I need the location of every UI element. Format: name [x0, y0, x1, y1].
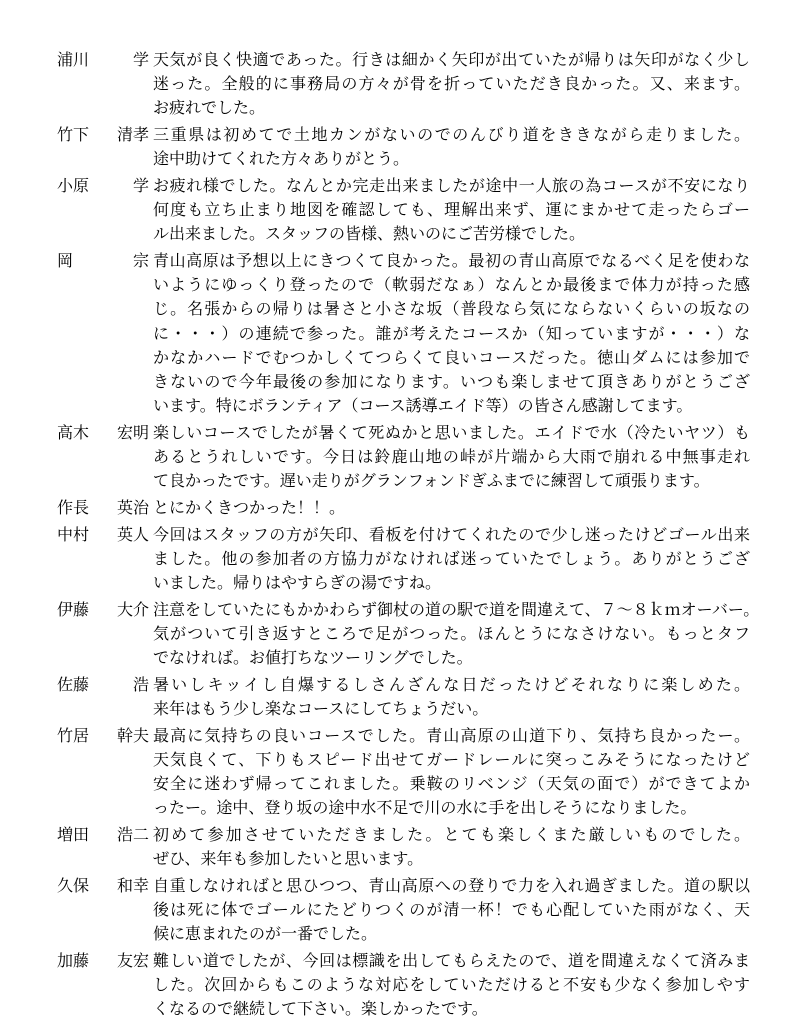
given-name: 宏明 — [116, 422, 149, 442]
comment-line: 天気良くて、下りもスピード出せてガードレールに突っこみそうになったけど — [153, 749, 750, 769]
comment-text — [153, 249, 750, 418]
given-name: 清孝 — [116, 125, 149, 145]
family-name: 佐藤 — [57, 674, 90, 694]
family-name: 竹下 — [57, 125, 90, 145]
comment-text — [153, 823, 750, 871]
comment-text — [153, 123, 750, 171]
participant-name — [57, 496, 149, 520]
comment-line: 初めて参加させていただきました。とても楽しくまた厳しいものでした。 — [153, 824, 750, 844]
comment-line: ました。他の参加者の方協力がなければ迷っていたでしょう。ありがとうござ — [153, 548, 750, 568]
comment-text — [153, 874, 750, 947]
family-name: 増田 — [57, 824, 90, 844]
family-name: 浦川 — [57, 50, 90, 69]
comment-entry — [0, 724, 797, 821]
comment-text — [153, 421, 750, 494]
comment-line: て良かったです。遅い走りがグランフォンドぎふまでに練習して頑張ります。 — [153, 471, 710, 491]
comments-document — [0, 48, 797, 1024]
given-name: 幹夫 — [116, 725, 149, 745]
family-name: 加藤 — [57, 950, 90, 970]
given-name: 浩二 — [116, 824, 149, 844]
given-name: 大介 — [116, 599, 149, 619]
comment-line: 注意をしていたにもかかわらず御杖の道の駅で道を間違えて、７～８ｋｍオーバー。 — [153, 599, 760, 619]
given-name: 学 — [132, 175, 149, 195]
comment-text — [153, 673, 750, 721]
comment-line: した。次回からもこのような対応をしていただけると不安も少なく参加しやす — [153, 974, 750, 994]
comment-line: 今回はスタッフの方が矢印、看板を付けてくれたので少し迷ったけどゴール出来 — [153, 524, 750, 544]
participant-name — [57, 123, 149, 147]
comment-text — [153, 496, 750, 520]
comment-line: ル出来ました。スタッフの皆様、熱いのにご苦労様でした。 — [153, 224, 586, 244]
comment-text — [153, 598, 760, 671]
comment-line: あるとうれしいです。今日は鈴鹿山地の峠が片端から大雨で崩れる中無事走れ — [153, 447, 750, 466]
family-name: 小原 — [57, 175, 90, 195]
comment-entry — [0, 174, 797, 247]
family-name: 作長 — [57, 497, 90, 517]
comment-text — [153, 174, 750, 247]
comment-line: きないので今年最後の参加になります。いつも楽しませて頂きありがとうござ — [153, 371, 750, 391]
comment-line: に・・・）の連続で参った。誰が考えたコースか（知っていますが・・・）な — [153, 323, 750, 343]
participant-name — [57, 523, 149, 547]
family-name: 高木 — [57, 422, 90, 442]
given-name: 宗 — [132, 251, 149, 270]
comment-line: いようにゆっくり登ったので（軟弱だなぁ）なんとか最後まで体力が持った感 — [153, 275, 750, 295]
comment-entry — [0, 823, 797, 871]
family-name: 久保 — [57, 875, 90, 895]
participant-name — [57, 249, 149, 273]
comment-entry — [0, 673, 797, 721]
participant-name — [57, 823, 149, 847]
comment-entry — [0, 598, 797, 671]
given-name: 学 — [132, 50, 149, 69]
comment-line: いました。帰りはやすらぎの湯ですね。 — [153, 572, 442, 592]
given-name: 英人 — [116, 524, 149, 544]
participant-name — [57, 673, 149, 697]
comment-line: 難しい道でしたが、今回は標識を出してもらえたので、道を間違えなくて済みま — [153, 950, 750, 970]
family-name: 岡 — [57, 251, 74, 270]
given-name: 英治 — [116, 497, 149, 517]
comment-entry — [0, 123, 797, 171]
comment-line: 来年はもう少し楽なコースにしてちょうだい。 — [153, 698, 489, 718]
comment-line: 暑いしキッイし自爆するしさんざんな日だったけどそれなりに楽しめた。 — [153, 674, 750, 694]
comment-line: ったー。途中、登り坂の途中水不足で川の水に手を出しそうになりました。 — [153, 798, 697, 818]
comment-entry — [0, 949, 797, 1022]
given-name: 浩 — [132, 674, 149, 694]
participant-name — [57, 949, 149, 973]
comment-line: じ。名張からの帰りは暑さと小さな坂（普段なら気にならないくらいの坂なの — [153, 299, 750, 319]
given-name: 友宏 — [116, 950, 149, 970]
participant-name — [57, 598, 149, 622]
comment-entry — [0, 249, 797, 418]
comment-entry — [0, 496, 797, 520]
comment-line: お疲れでした。 — [153, 98, 266, 118]
comment-entry — [0, 523, 797, 596]
comment-text — [153, 523, 750, 596]
participant-name — [57, 48, 149, 72]
comment-line: 何度も立ち止まり地図を確認しても、理解出来ず、運にまかせて走ったらゴー — [153, 200, 750, 220]
comment-line: います。特にボランティア（コース誘導エイド等）の皆さん感謝してます。 — [153, 396, 693, 416]
comment-line: 青山高原は予想以上にきつくて良かった。最初の青山高原でなるべく足を使わな — [153, 251, 750, 270]
participant-name — [57, 174, 149, 198]
comment-line: 自重しなければと思ひつつ、青山高原への登りで力を入れ過ぎました。道の駅以 — [153, 875, 750, 895]
comment-entry — [0, 421, 797, 494]
comment-line: 最高に気持ちの良いコースでした。青山高原の山道下り、気持ち良かったー。 — [153, 725, 750, 745]
family-name: 伊藤 — [57, 599, 90, 619]
comment-line: くなるので継続して下さい。楽しかったです。 — [153, 999, 488, 1019]
comment-line: 楽しいコースでしたが暑くて死ぬかと思いました。エイドで水（冷たいヤツ）も — [153, 422, 750, 442]
comment-entry — [0, 874, 797, 947]
comment-text — [153, 48, 750, 121]
comment-text — [153, 949, 750, 1022]
comment-line: 迷った。全般的に事務局の方々が骨を折っていただき良かった。又、来ます。 — [153, 74, 750, 94]
comment-line: 安全に迷わず帰ってこれました。乗鞍のリベンジ（天気の面で）ができてよか — [153, 773, 750, 793]
comment-text — [153, 724, 750, 821]
given-name: 和幸 — [116, 875, 149, 895]
participant-name — [57, 874, 149, 898]
comment-line: 後は死に体でゴールにたどりつくのが清一杯！でも心配していた雨がなく、天 — [153, 899, 750, 919]
participant-name — [57, 724, 149, 748]
comment-line: でなければ。お値打ちなツーリングでした。 — [153, 648, 473, 667]
comment-line: ぜひ、来年も参加したいと思います。 — [153, 849, 424, 868]
comment-line: 天気が良く快適であった。行きは細かく矢印が出ていたが帰りは矢印がなく少し — [153, 50, 750, 69]
family-name: 中村 — [57, 524, 90, 544]
comment-line: 三重県は初めてで土地カンがないのでのんびり道をききながら走りました。 — [153, 125, 750, 145]
comment-line: 候に恵まれたのが一番でした。 — [153, 924, 378, 944]
comment-line: お疲れ様でした。なんとか完走出来ましたが途中一人旅の為コースが不安になり — [153, 175, 750, 195]
participant-name — [57, 421, 149, 445]
comment-entry — [0, 48, 797, 121]
family-name: 竹居 — [57, 725, 90, 745]
comment-line: とにかくきつかった！！。 — [153, 497, 346, 517]
comment-line: かなかハードでむつかしくてつらくて良いコースだった。徳山ダムには参加で — [153, 347, 750, 367]
comment-line: 気がついて引き返すところで足がつった。ほんとうになさけない。もっとタフ — [153, 623, 750, 643]
comment-line: 途中助けてくれた方々ありがとう。 — [153, 149, 410, 169]
